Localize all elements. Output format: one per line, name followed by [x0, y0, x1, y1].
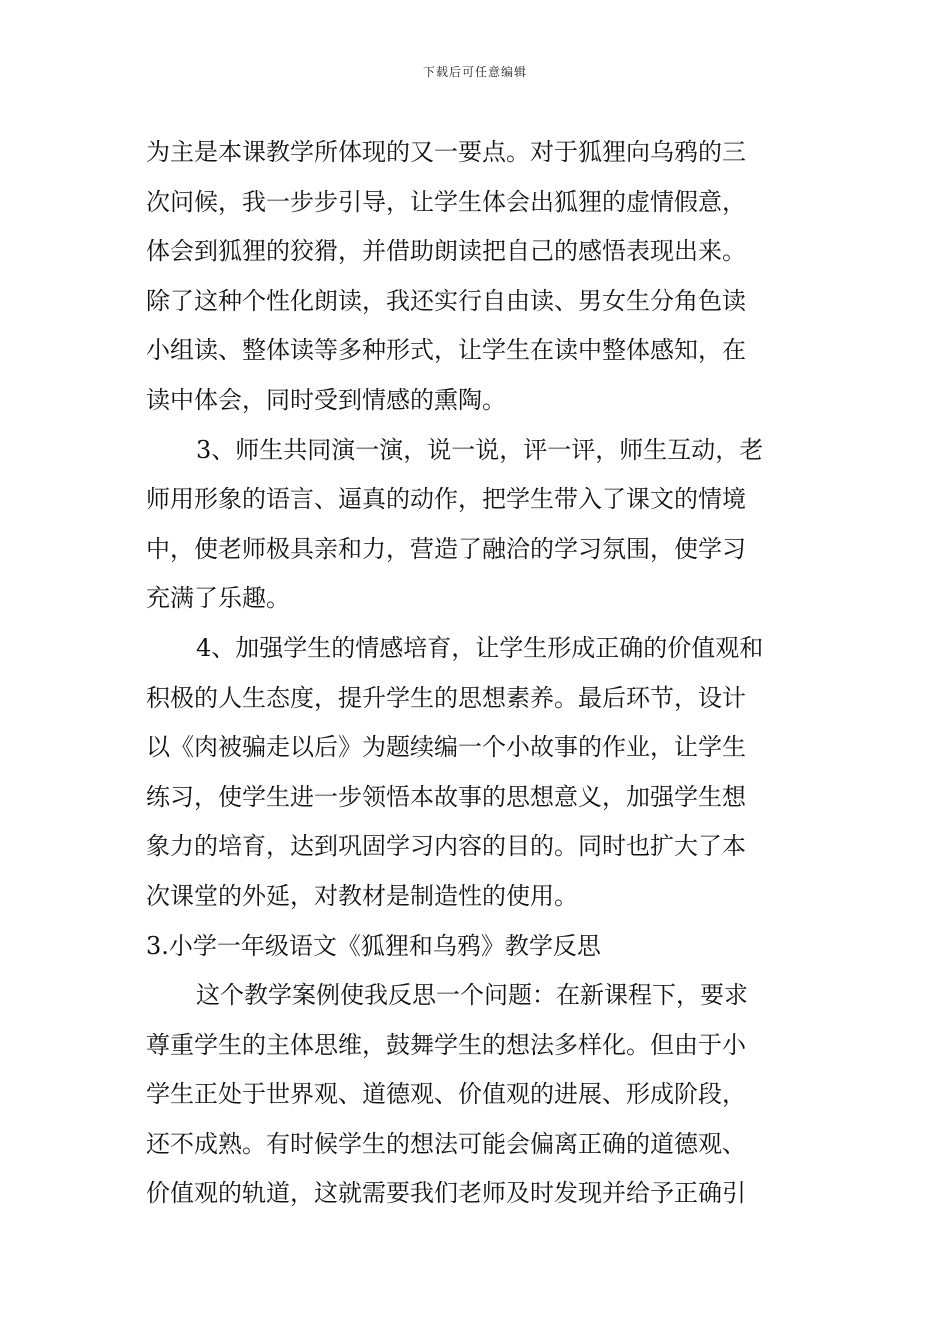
text-line: 积极的人生态度，提升学生的思想素养。最后环节，设计 — [146, 683, 746, 712]
text-line: 以《肉被骗走以后》为题续编一个小故事的作业，让学生 — [146, 733, 746, 762]
text-line: 练习，使学生进一步领悟本故事的思想意义，加强学生想 — [146, 782, 746, 811]
text-line: 4、加强学生的情感培育，让学生形成正确的价值观和 — [196, 633, 764, 662]
text-line: 象力的培育，达到巩固学习内容的目的。同时也扩大了本 — [146, 832, 746, 861]
body-text — [146, 128, 810, 1219]
text-line: 这个教学案例使我反思一个问题：在新课程下，要求 — [196, 981, 748, 1010]
text-line: 除了这种个性化朗读，我还实行自由读、男女生分角色读 — [146, 286, 746, 315]
text-line: 3.小学一年级语文《狐狸和乌鸦》教学反思 — [146, 931, 601, 960]
text-line: 充满了乐趣。 — [146, 584, 290, 613]
text-line: 小组读、整体读等多种形式，让学生在读中整体感知，在 — [146, 336, 746, 365]
text-line: 还不成熟。有时候学生的想法可能会偏离正确的道德观、 — [146, 1129, 746, 1158]
text-line: 尊重学生的主体思维，鼓舞学生的想法多样化。但由于小 — [146, 1030, 746, 1059]
page-header: 下载后可任意编辑 — [422, 65, 527, 79]
text-line: 体会到狐狸的狡猾，并借助朗读把自己的感悟表现出来。 — [146, 237, 746, 266]
text-line: 为主是本课教学所体现的又一要点。对于狐狸向乌鸦的三 — [146, 138, 746, 166]
text-line: 3、师生共同演一演，说一说，评一评，师生互动，老 — [196, 435, 764, 464]
text-line: 次问候，我一步步引导，让学生体会出狐狸的虚情假意， — [146, 187, 746, 216]
text-line: 读中体会，同时受到情感的熏陶。 — [146, 385, 506, 414]
text-line: 次课堂的外延，对教材是制造性的使用。 — [146, 881, 578, 910]
text-line: 学生正处于世界观、道德观、价值观的进展、形成阶段， — [146, 1080, 746, 1109]
text-line: 价值观的轨道，这就需要我们老师及时发现并给予正确引 — [146, 1179, 746, 1208]
text-line: 中，使老师极具亲和力，营造了融洽的学习氛围，使学习 — [146, 534, 746, 563]
text-line: 师用形象的语言、逼真的动作，把学生带入了课文的情境 — [146, 485, 746, 514]
